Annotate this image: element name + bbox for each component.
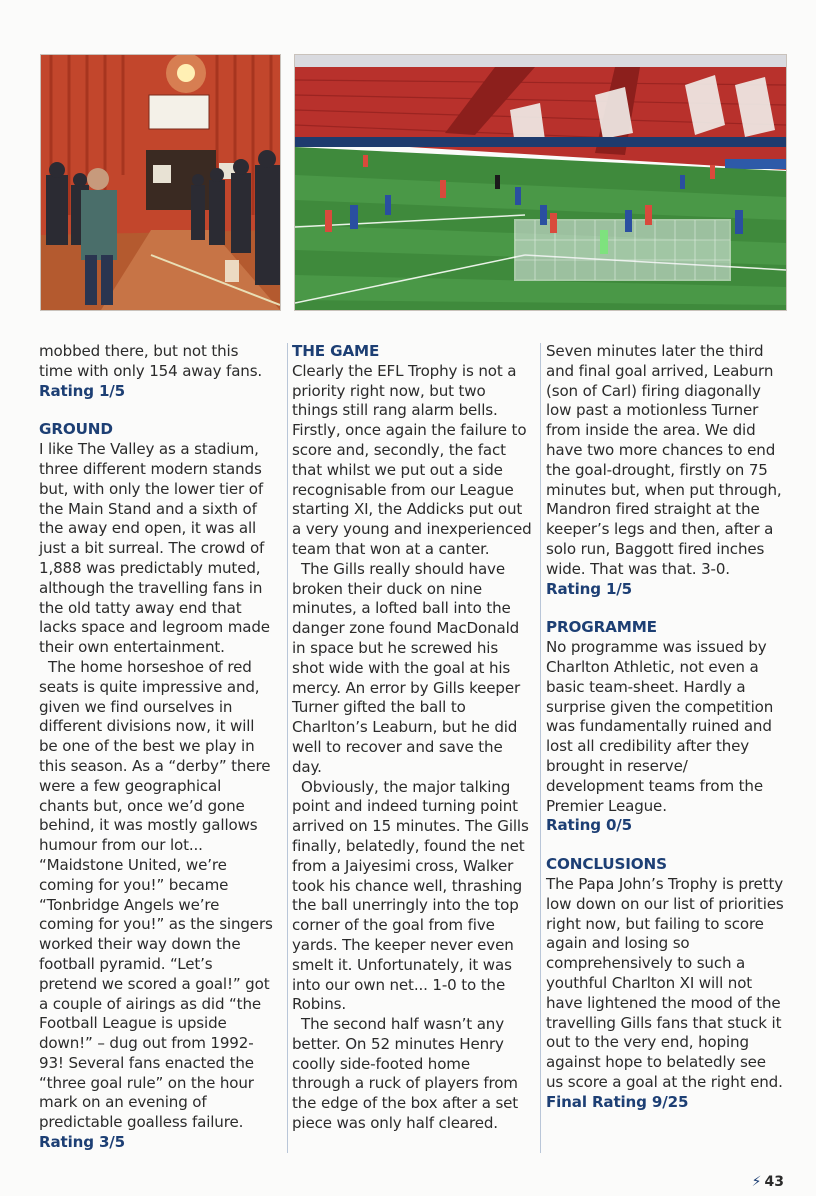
section-heading-programme: PROGRAMME xyxy=(546,618,657,637)
paragraph: Obviously, the major talking point and indeed turning point arrived on 15 minutes. The Gills finally, belatedly, found the net from a Jaiyesimi cross, Walker took his chance well, thrashing the ball unerringly into the top corner of the goal from five yards. The keeper never even smelt it. Unfortunately, it was into our own net... 1-0 to the Robins. xyxy=(292,777,529,1014)
section-heading-conclusions: CONCLUSIONS xyxy=(546,855,667,874)
concourse-illustration xyxy=(41,55,280,310)
paragraph: mobbed there, but not this time with only 154 away fans. xyxy=(39,342,263,380)
article-column-2 xyxy=(292,342,532,1134)
magazine-logo-icon: ⚡ xyxy=(751,1174,762,1190)
paragraph: The Papa John’s Trophy is pretty low down on our list of priorities right now, but failing to score again and losing so comprehensively to such a youthful Charlton XI will not have lightened the mood of the travelling Gills fans that stuck it out to the very end, hoping against hope to belatedly see us score a goal at the right end. xyxy=(546,874,784,1091)
article-column-1 xyxy=(39,342,275,1153)
final-rating-label: Final Rating 9/25 xyxy=(546,1092,689,1111)
paragraph: I like The Valley as a stadium, three different modern stands but, with only the lower tier of the Main Stand and a sixth of the away end open, it was all just a bit surreal. The crowd of 1,888 was predictably muted, although the travelling fans in the old tatty away end that lacks space and legroom made their own entertainment. xyxy=(39,440,270,657)
paragraph: No programme was issued by Charlton Athletic, not even a basic team-sheet. Hardly a surprise given the competition was fundamentally ruined and lost all credibility after they brought in reserve/ development teams from the Premier League. xyxy=(546,638,774,815)
section-heading-the-game: THE GAME xyxy=(292,342,380,360)
paragraph: The second half wasn’t any better. On 52 minutes Henry coolly side-footed home through a ruck of players from the edge of the box after a set piece was only half cleared. xyxy=(292,1015,519,1133)
stadium-illustration xyxy=(295,55,786,310)
paragraph: Clearly the EFL Trophy is not a priority right now, but two things still rang alarm bells. Firstly, once again the failure to score and, secondly, the fact that whilst we put out a side recognisable from our League starting XI, the Addicks put out a very young and inexperienced team that won at a canter. xyxy=(292,361,532,558)
rating-label: Rating 1/5 xyxy=(39,381,126,400)
article-column-3 xyxy=(546,342,786,1112)
rating-label: Rating 1/5 xyxy=(546,579,633,598)
section-heading-ground: GROUND xyxy=(39,420,113,439)
rating-label: Rating 3/5 xyxy=(39,1133,126,1152)
column-divider xyxy=(287,343,288,1153)
rating-label: Rating 0/5 xyxy=(546,816,633,835)
stadium-photo xyxy=(294,54,787,311)
page-number xyxy=(752,1174,784,1190)
concourse-photo xyxy=(40,54,281,311)
paragraph: The Gills really should have broken their duck on nine minutes, a lofted ball into the danger zone found MacDonald in space but he screwed his shot wide with the goal at his mercy. An error by Gills keeper Turner gifted the ball to Charlton’s Leaburn, but he did well to recover and save the day. xyxy=(292,559,521,776)
paragraph: Seven minutes later the third and final goal arrived, Leaburn (son of Carl) firing diagonally low past a motionless Turner from inside the area. We did have two more chances to end the goal-drought, firstly on 75 minutes but, when put through, Mandron fired straight at the keeper’s legs and then, after a solo run, Baggott fired inches wide. That was that. 3-0. xyxy=(546,342,782,578)
page-number-text: 43 xyxy=(764,1174,784,1190)
paragraph: The home horseshoe of red seats is quite impressive and, given we find ourselves in different divisions now, it will be one of the best we play in this season. As a “derby” there were a few geographical chants but, once we’d gone behind, it was mostly gallows humour from our lot... “Maidstone United, we’re coming for you!” became “Tonbridge Angels we’re coming for you!” as the singers worked their way down the football pyramid. “Let’s pretend we scored a goal!” got a couple of airings as did “the Football League is upside down!” – dug out from 1992-93! Several fans enacted the “three goal rule” on the hour mark on an evening of predictable goalless failure. xyxy=(39,657,273,1132)
column-divider xyxy=(540,343,541,1153)
